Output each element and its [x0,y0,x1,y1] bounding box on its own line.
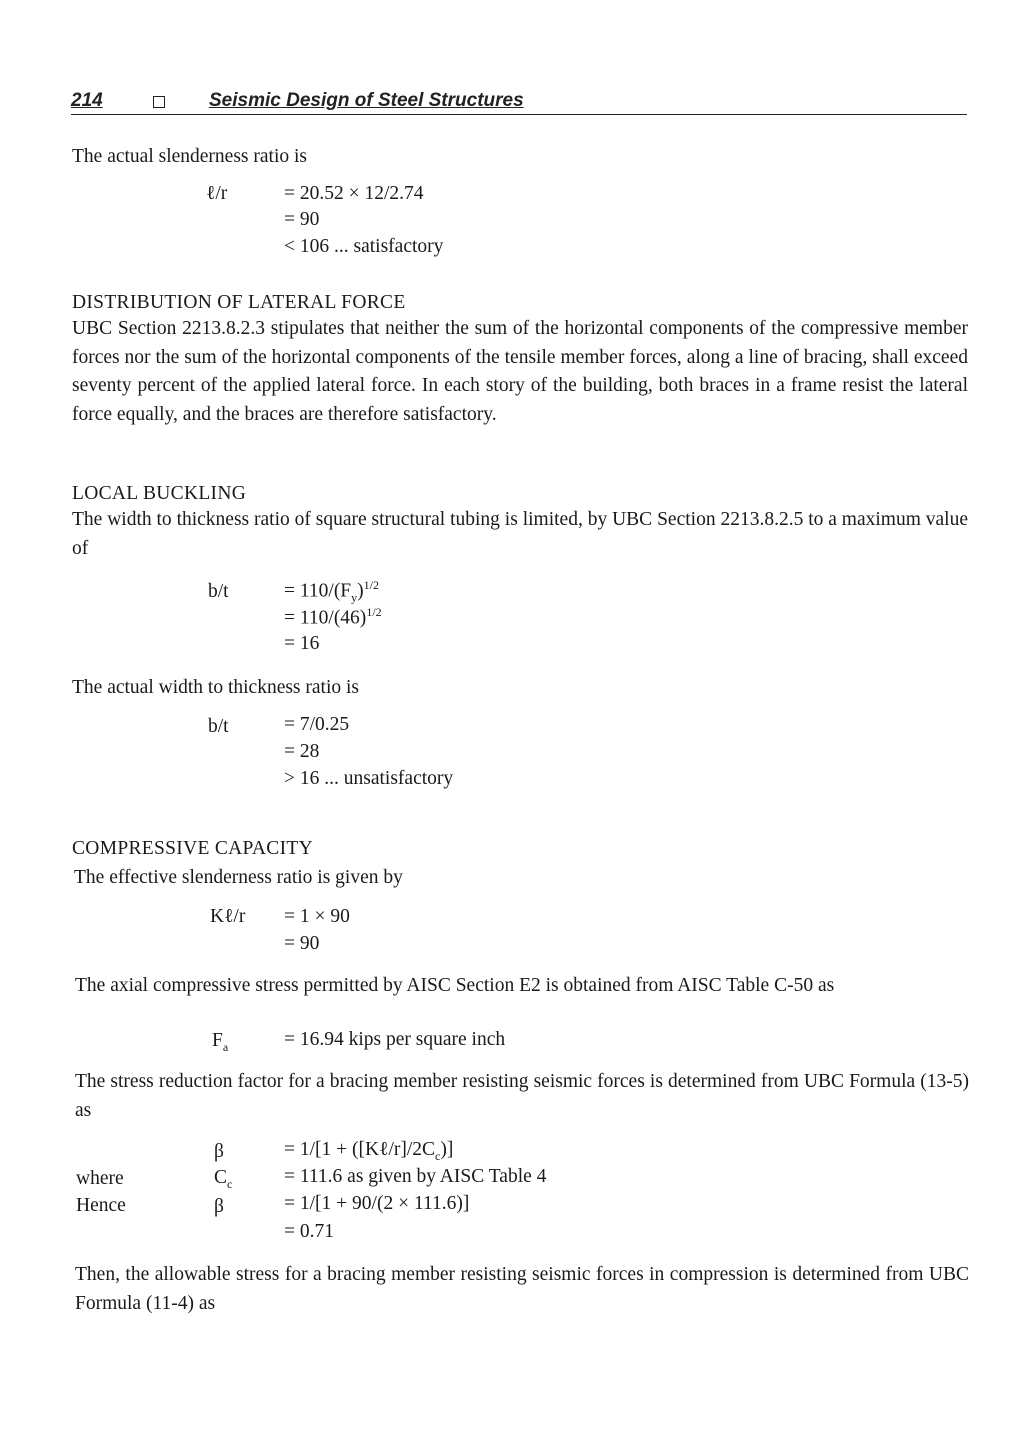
heading-local-buckling: LOCAL BUCKLING [72,483,247,504]
slenderness-lhs: ℓ/r [206,183,228,204]
book-title: Seismic Design of Steel Structures [209,90,524,111]
cc-value: = 111.6 as given by AISC Table 4 [284,1166,547,1187]
actual-eq-3: > 16 ... unsatisfactory [284,768,454,789]
slenderness-eq-3: < 106 ... satisfactory [284,236,444,257]
actual-lhs: b/t [208,716,229,737]
actual-eq-1: = 7/0.25 [284,714,350,735]
page-number: 214 [71,90,103,111]
klr-eq-2: = 90 [284,933,320,954]
beta2-lhs: β [214,1196,224,1217]
slenderness-eq-1: = 20.52 × 12/2.74 [284,183,424,204]
closing-paragraph: Then, the allowable stress for a bracing member resisting seismic forces in compression is determined from UBC Formula (11-4) as [75,1264,969,1314]
distribution-paragraph: UBC Section 2213.8.2.3 stipulates that neither the sum of the horizontal components of the compressive member forces nor the sum of the horizontal components of the tensile member forces, along a line of bracing, shall exceed seventy percent of the applied lateral force. In each story of the building, both braces in a frame resist the lateral force equally, and the braces are therefore satisfactory. [72,318,968,425]
axial-stress-paragraph: The axial compressive stress permitted by AISC Section E2 is obtained from AISC Table C-50 as [75,975,835,996]
beta-lhs: β [214,1141,224,1162]
heading-distribution: DISTRIBUTION OF LATERAL FORCE [72,292,406,313]
beta2-eq-1: = 1/[1 + 90/(2 × 111.6)] [284,1193,470,1214]
beta-formula: = $1/[1 + ([K\ell/r]/2C_c)]$ [284,1139,454,1163]
reduction-factor-paragraph: The stress reduction factor for a bracing member resisting seismic forces is determined from UBC Formula (13-5) as [75,1071,969,1121]
actual-ratio-intro: The actual width to thickness ratio is [72,677,360,698]
heading-compressive-capacity: COMPRESSIVE CAPACITY [72,838,313,859]
klr-lhs: Kℓ/r [210,906,246,927]
where-label: where [76,1168,124,1189]
hence-label: Hence [76,1195,126,1216]
actual-eq-2: = 28 [284,741,320,762]
local-buckling-paragraph: The width to thickness ratio of square structural tubing is limited, by UBC Section 2213.8.2.5 to a maximum value of [72,509,968,559]
fa-lhs: $F_a$ [212,1030,229,1054]
beta2-eq-2: = 0.71 [284,1221,334,1242]
running-head [71,88,967,115]
limit-eq-2: = $110/(46)^{1/2}$ [284,605,382,629]
limit-eq-1: = $110/(F_y)^{1/2}$ [284,578,379,605]
slenderness-eq-2: = 90 [284,209,320,230]
slenderness-intro: The actual slenderness ratio is [72,146,307,167]
limit-lhs: b/t [208,581,229,602]
effective-slenderness-intro: The effective slenderness ratio is given by [74,867,403,888]
klr-eq-1: = 1 × 90 [284,906,350,927]
cc-lhs: $C_c$ [214,1167,233,1191]
limit-eq-3: = 16 [284,633,320,654]
fa-value: = 16.94 kips per square inch [284,1029,506,1050]
square-box-icon [153,96,165,108]
